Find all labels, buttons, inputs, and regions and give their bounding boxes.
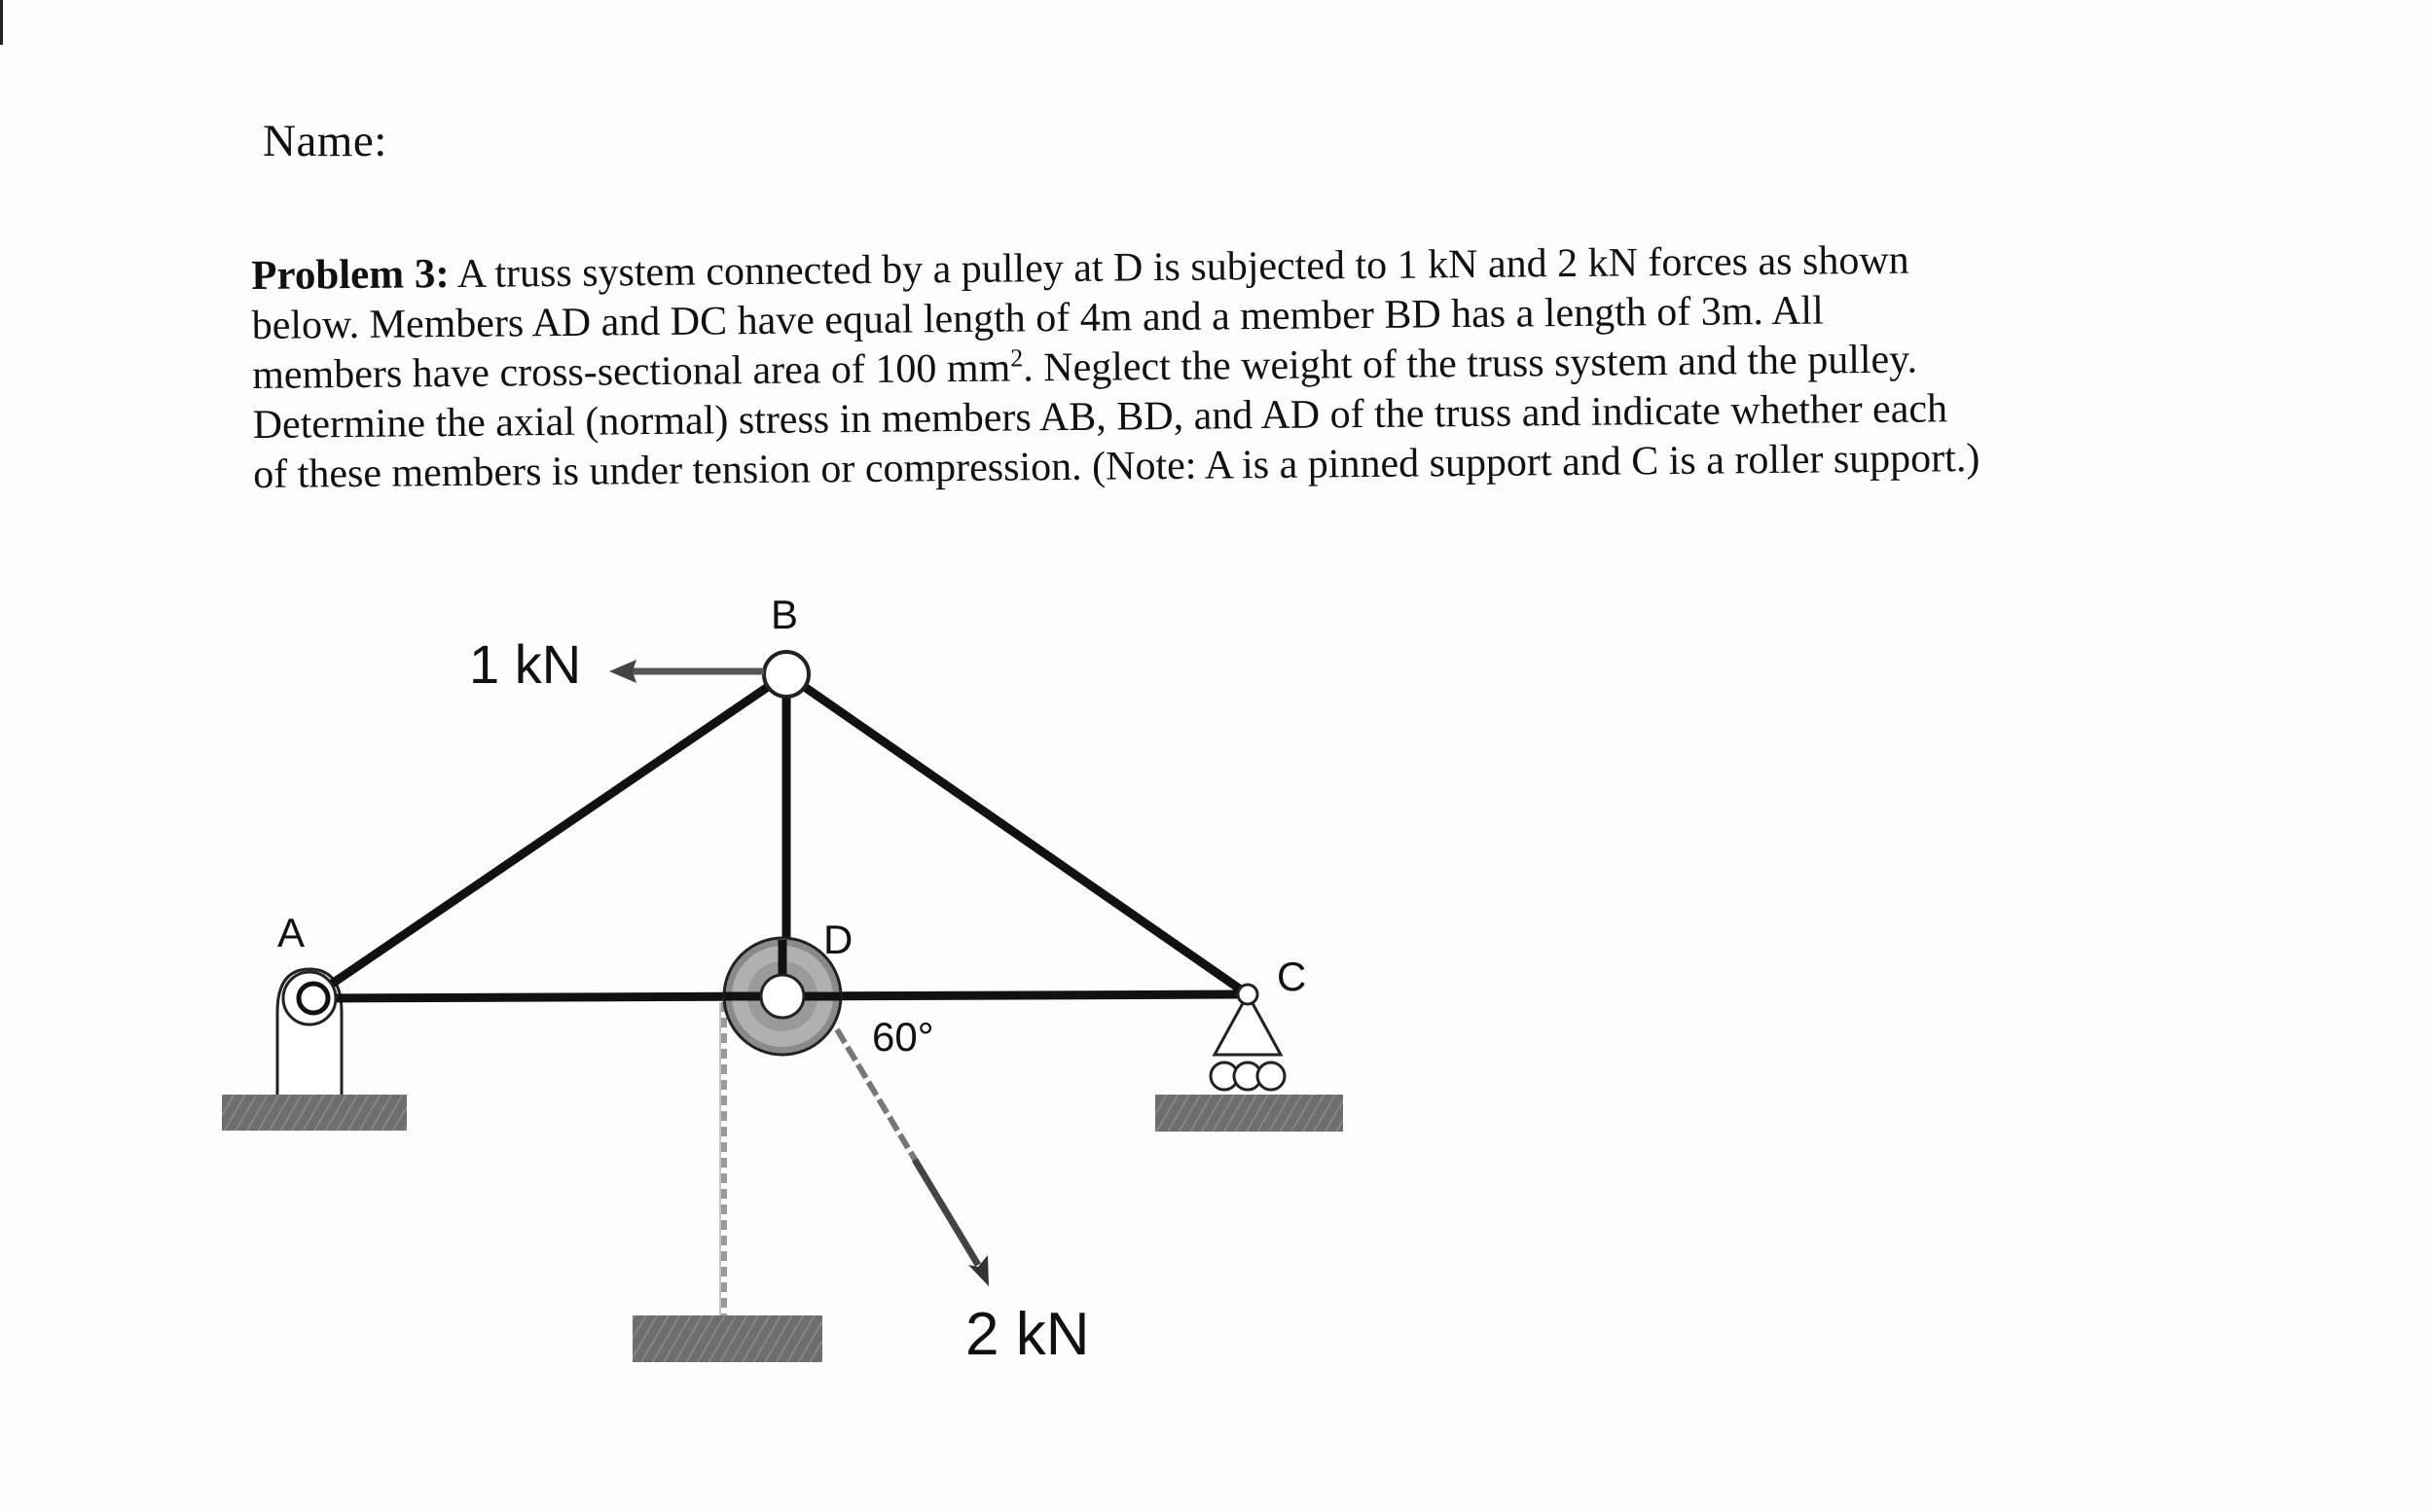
problem-line-4: Determine the axial (normal) stress in members AB, BD, and AD of the truss and indicate whether each <box>252 386 1948 448</box>
member-ad <box>313 996 782 998</box>
member-dc <box>782 994 1248 996</box>
ground-cable-anchor <box>633 1315 822 1362</box>
label-load-2kn: 2 kN <box>965 1301 1090 1368</box>
load-arrow-inclined <box>837 1029 989 1286</box>
ground-support-c <box>1155 1095 1343 1132</box>
label-node-b: B <box>771 592 799 637</box>
ground-support-a <box>222 1095 407 1131</box>
label-node-d: D <box>823 917 853 962</box>
name-label: Name: <box>263 116 387 166</box>
problem-text-3a: members have cross-sectional area of 100 mm <box>252 345 1011 398</box>
label-load-1kn: 1 kN <box>469 633 582 695</box>
pin-node-b <box>764 652 809 697</box>
pin-node-a <box>283 972 336 1025</box>
problem-line-2: below. Members AD and DC have equal length of 4m and a member BD has a length of 3m. All <box>251 288 1824 348</box>
problem-heading: Problem 3: <box>251 251 450 299</box>
label-node-a: A <box>277 910 306 955</box>
problem-text-1: A truss system connected by a pulley at D is subjected to 1 kN and 2 kN forces as shown <box>456 237 1909 297</box>
problem-text-3b: . Neglect the weight of the truss system and the pulley. <box>1023 337 1918 391</box>
label-angle: 60° <box>872 1014 934 1060</box>
label-node-c: C <box>1277 954 1307 999</box>
problem-line-5: of these members is under tension or compression. (Note: A is a pinned support and C is a roller support.) <box>252 435 1980 497</box>
member-bc <box>786 674 1248 994</box>
load-arrow-horizontal <box>609 660 764 683</box>
member-ab <box>313 674 786 996</box>
roller-support-c <box>1211 985 1285 1090</box>
superscript-2: 2 <box>1010 343 1024 373</box>
